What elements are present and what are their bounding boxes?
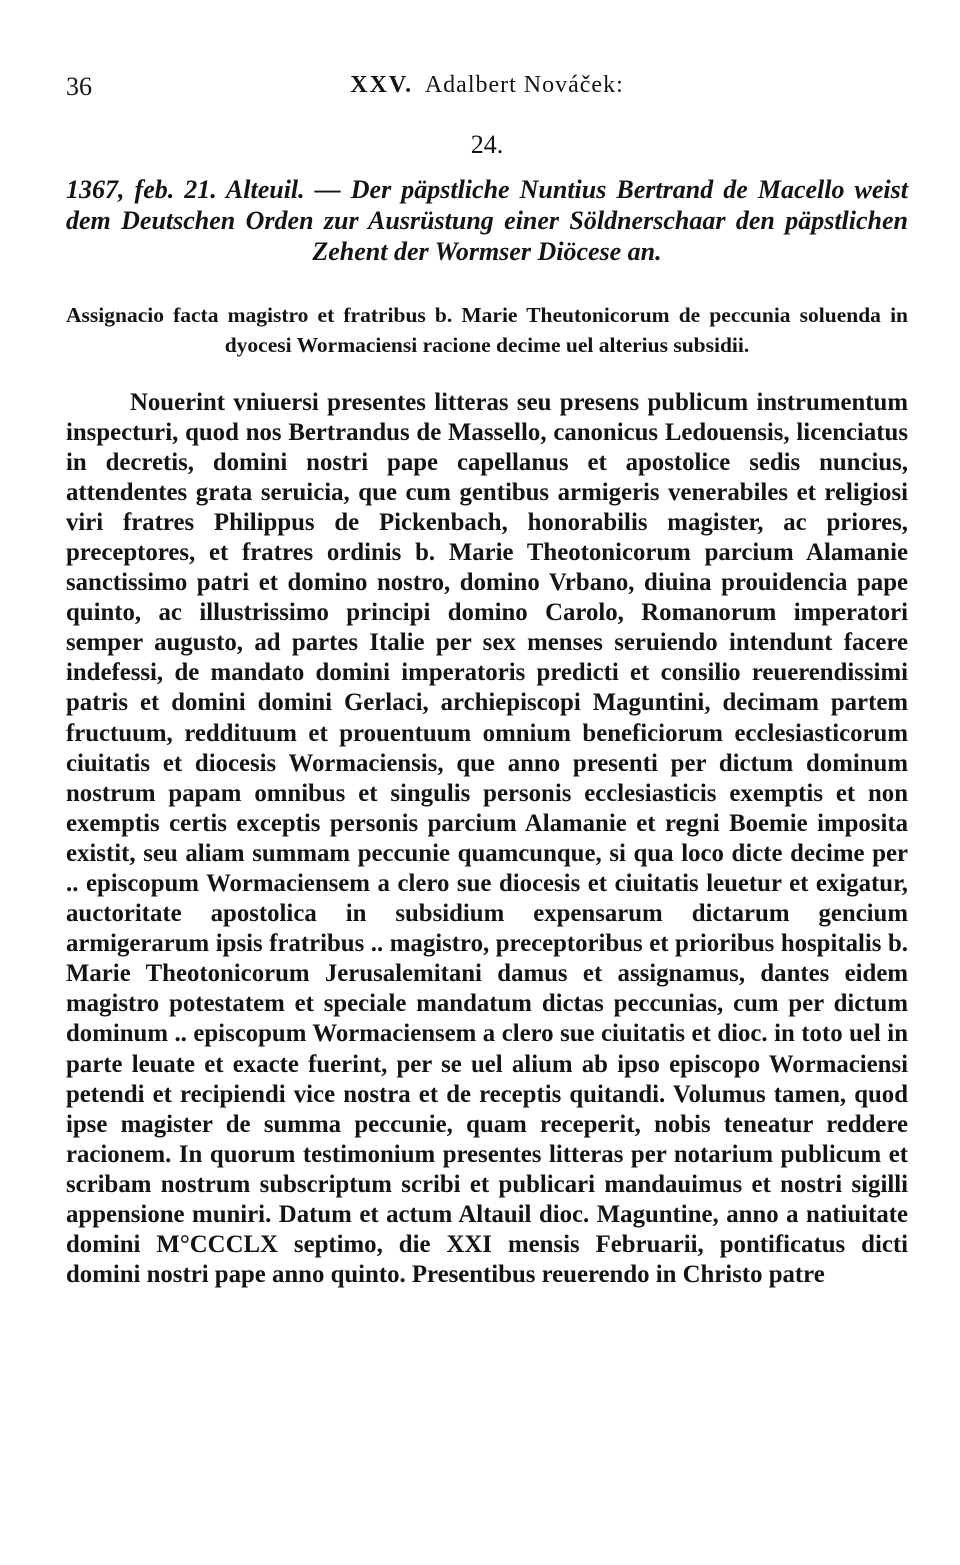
running-title [66, 72, 908, 99]
book-page [66, 64, 908, 1315]
document-rubric: Assignacio facta magistro et fratribus b. Marie Theutonicorum de peccunia soluenda in dyocesi Wormaciensi racione decime uel alterius subsidii. [66, 303, 908, 357]
series-number: XXV. [350, 72, 414, 98]
author-name: Adalbert Nováček: [424, 72, 624, 98]
document-body-text: Nouerint vniuersi presentes litteras seu presens publicum instrumentum inspecturi, quod nos Bertrandus de Massello, canonicus Ledouensis, licenciatus in decretis, domini nostri pape capellanus et apostolice sedis nuncius, attendentes grata seruicia, que cum gentibus armigeris venerabiles et religiosi viri fratres Philippus de Pickenbach, honorabilis magister, ac priores, preceptores, et fratres ordinis b. Marie Theotonicorum parcium Alamanie sanctissimo patri et domino nostro, domino Vrbano, diuina prouidencia pape quinto, ac illustrissimo principi domino Carolo, Romanorum imperatori semper augusto, ad partes Italie per sex menses seruiendo intendunt facere indefessi, de mandato domini imperatoris predicti et consilio reuerendissimi patris et domini domini Gerlaci, archiepiscopi Maguntini, decimam partem fructuum, reddituum et prouentuum omnium beneficiorum ecclesiasticorum ciuitatis et diocesis Wormaciensis, que anno presenti per dictum dominum nostrum papam omnibus et singulis personis ecclesiasticis exemptis et non exemptis certis exceptis personis parcium Alamanie et regni Boemie imposita existit, seu aliam summam peccunie quamcunque, si qua loco dicte decime per .. episcopum Wormaciensem a clero sue diocesis et ciuitatis leuetur et exigatur, auctoritate apostolica in subsidium expensarum dictarum gencium armigerarum ipsis fratribus .. magistro, preceptoribus et prioribus hospitalis b. Marie Theotonicorum Jerusalemitani damus et assignamus, dantes eidem magistro potestatem et speciale mandatum dictas peccunias, cum per dictum dominum .. episcopum Wormaciensem a clero sue ciuitatis et dioc. in toto uel in parte leuate et exacte fuerint, per se uel alium ab ipso episcopo Wormaciensi petendi et recipiendi vice nostra et de receptis quitandi. Volumus tamen, quod ipse magister de summa peccunie, quam receperit, nobis teneatur reddere racionem. In quorum testimonium presentes litteras per notarium publicum et scribam nostrum subscriptum scribi et publicari mandauimus et nostri sigilli appensione muniri. Datum et actum Altauil dioc. Maguntine, anno a natiuitate domini M°CCCLX septimo, die XXI mensis Februarii, pontificatus dicti domini nostri pape anno quinto. Presentibus reuerendo in Christo patre [66, 388, 908, 1289]
document-number: 24. [470, 130, 504, 159]
document-regest: 1367, feb. 21. Alteuil. — Der päpstliche Nuntius Bertrand de Macello weist dem Deutschen Orden zur Ausrüstung einer Söldnerschaar den päpstlichen Zehent der Wormser Diöcese an. [66, 175, 908, 266]
running-head [66, 64, 908, 104]
page-number: 36 [66, 72, 92, 101]
